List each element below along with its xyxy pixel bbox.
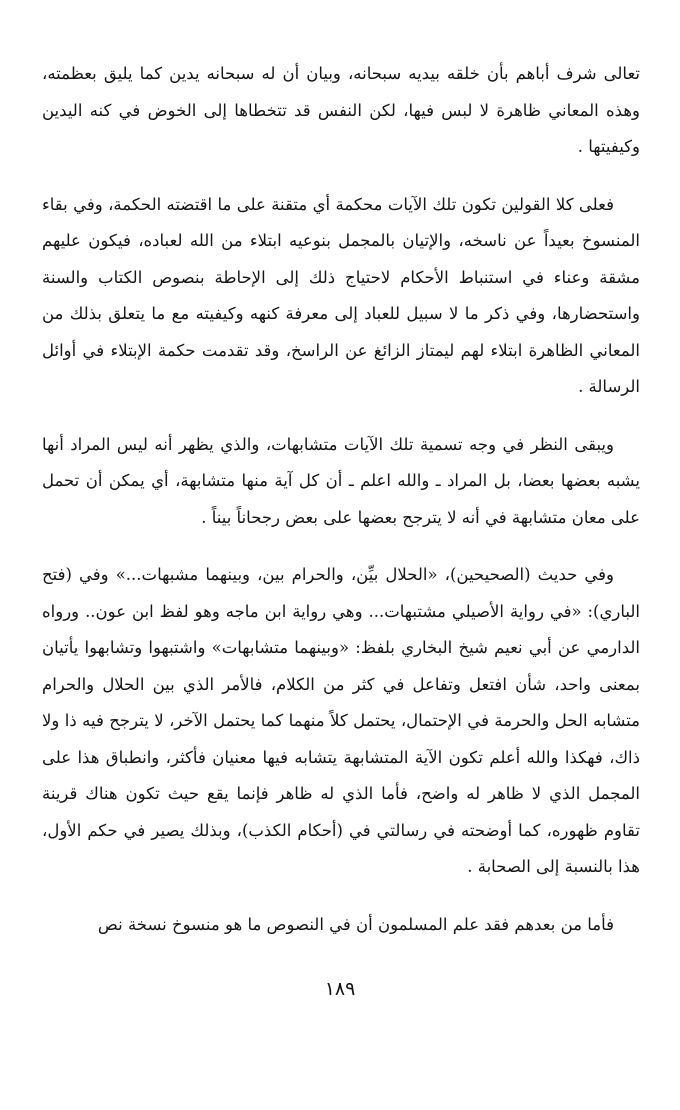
paragraph-3: ويبقى النظر في وجه تسمية تلك الآيات متشابهات، والذي يظهر أنه ليس المراد أنها يشبه بعضها بعضا، بل المراد ـ والله اعلم ـ أن كل آية منها متشابهة، أي يمكن أن تحمل على معان متشابهة في أنه لا يترجح بعضها على بعض رجحاناً بيناً . xyxy=(42,434,640,527)
paragraph-gap xyxy=(42,406,640,427)
paragraph-gap xyxy=(42,166,640,187)
paragraph-4: وفي حديث (الصحيحين)، «الحلال بيِّن، والحرام بين، وبينهما مشبهات...» وفي (فتح الباري): «في رواية الأصيلي مشتبهات... وهي رواية ابن ماجه وهو لفظ ابن عون.. ورواه الدارمي عن أبي نعيم شيخ البخاري بلفظ: «وبينهما متشابهات» واشتبهوا وتشابهوا يأتيان بمعنى واحد، شأن افتعل وتفاعل في كثر من الكلام، فالأمر الذي بين الحلال والحرام متشابه الحل والحرمة في الإحتمال، يحتمل كلاً منهما كما يحتمل الآخر، لا يترجح فيه ذا ولا ذاك، فهكذا والله أعلم تكون الآية المتشابهة يتشابه فيها معنيان فأكثر، وانطباق هذا على المجمل الذي لا ظاهر له واضح، فأما الذي له ظاهر فإنما يقع حيث تكون هناك قرينة تقاوم ظهوره، كما أوضحته في رسالتي في (أحكام الكذب)، وبذلك يصير في حكم الأول، هذا بالنسبة إلى الصحابة . xyxy=(42,565,640,876)
paragraph-1: تعالى شرف أباهم بأن خلقه بيديه سبحانه، وبيان أن له سبحانه يدين كما يليق بعظمته، وهذه المعاني ظاهرة لا لبس فيها، لكن النفس قد تتخطاها إلى الخوض في كنه اليدين وكيفيتها . xyxy=(42,64,640,156)
paragraph-gap xyxy=(42,536,640,557)
page-body xyxy=(42,56,640,1056)
paragraph-5: فأما من بعدهم فقد علم المسلمون أن في النصوص ما هو منسوخ نسخة نص xyxy=(97,914,614,934)
paragraph-2: فعلى كلا القولين تكون تلك الآيات محكمة أي متقنة على ما اقتضته الحكمة، وفي بقاء المنسوخ بعيداً عن ناسخه، والإتيان بالمجمل بنوعيه ابتلاء من الله لعباده، فيكون عليهم مشقة وعناء في استنباط الأحكام لاحتياج ذلك إلى الإحاطة بنصوص الكتاب والسنة واستحضارها، وفي ذكر ما لا سبيل للعباد إلى معرفة كنهه وكيفيته مع ما يتعلق بذلك من المعاني الظاهرة ابتلاء لهم ليمتاز الزائغ عن الراسخ، وقد تقدمت حكمة الإبتلاء في أوائل الرسالة . xyxy=(42,194,640,396)
paragraph-gap xyxy=(42,886,640,907)
page-number: ١٨٩ xyxy=(324,978,356,1000)
